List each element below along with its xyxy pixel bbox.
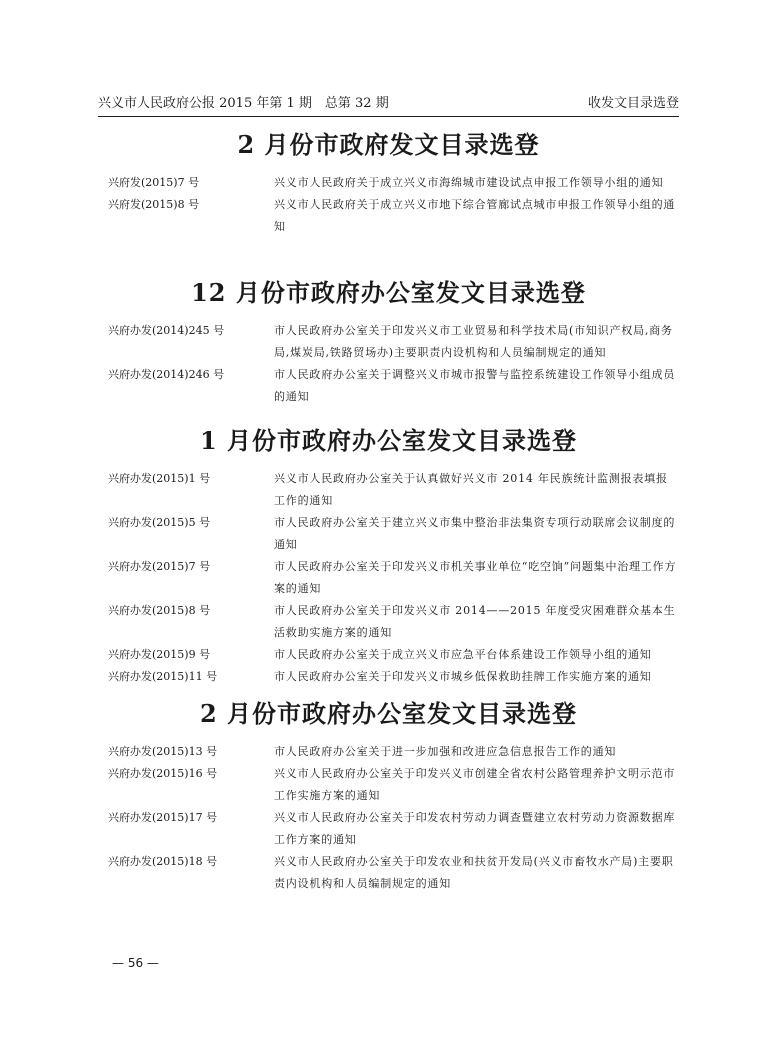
- document-title: 兴义市人民政府办公室关于印发兴义市创建全省农村公路管理养护文明示范市工作实施方案的通知: [274, 767, 676, 802]
- document-entry: [98, 666, 679, 688]
- document-title: 市人民政府办公室关于印发兴义市机关事业单位“吃空饷”问题集中治理工作方案的通知: [274, 560, 677, 595]
- document-entry: [98, 644, 679, 666]
- document-number: 兴府办发(2015)5 号: [108, 516, 211, 529]
- document-entry: [98, 600, 679, 644]
- document-title: 市人民政府办公室关于印发兴义市 2014——2015 年度受灾困难群众基本生活救助实施方案的通知: [274, 604, 676, 639]
- document-number: 兴府办发(2015)7 号: [108, 560, 211, 573]
- document-number: 兴府办发(2014)246 号: [108, 368, 225, 381]
- document-number: 兴府办发(2015)16 号: [108, 767, 218, 780]
- document-title: 市人民政府办公室关于调整兴义市城市报警与监控系统建设工作领导小组成员的通知: [274, 368, 676, 403]
- document-title: 市人民政府办公室关于印发兴义市工业贸易和科学技术局(市知识产权局,商务局,煤炭局,铁路贸场办)主要职责内设机构和人员编制规定的通知: [274, 324, 673, 359]
- section-title: 12 月份市政府办公室发文目录选登: [191, 278, 586, 307]
- document-title: 市人民政府办公室关于成立兴义市应急平台体系建设工作领导小组的通知: [274, 648, 652, 661]
- column-title: 收发文目录选登: [587, 96, 679, 111]
- document-number: 兴府办发(2015)13 号: [108, 745, 218, 758]
- document-number: 兴府办发(2015)18 号: [108, 855, 218, 868]
- document-title: 市人民政府办公室关于进一步加强和改进应急信息报告工作的通知: [274, 745, 617, 758]
- document-number: 兴府办发(2015)17 号: [108, 811, 218, 824]
- document-entry: [98, 194, 679, 238]
- document-entry: [98, 807, 679, 851]
- document-entry: [98, 741, 679, 763]
- section-jan-office: [98, 424, 679, 688]
- section-title: 1 月份市政府办公室发文目录选登: [199, 426, 578, 455]
- running-header: [98, 94, 679, 117]
- document-number: 兴府办发(2015)8 号: [108, 604, 211, 617]
- document-entry: [98, 512, 679, 556]
- section-feb-gov: [98, 128, 679, 238]
- document-title: 兴义市人民政府办公室关于印发农业和扶贫开发局(兴义市畜牧水产局)主要职责内设机构和人员编制规定的通知: [274, 855, 674, 890]
- document-number: 兴府发(2015)8 号: [108, 198, 200, 211]
- document-title: 兴义市人民政府办公室关于印发农村劳动力调查暨建立农村劳动力资源数据库工作方案的通知: [274, 811, 676, 846]
- section-dec-office: [98, 276, 679, 408]
- document-entry: [98, 364, 679, 408]
- section-title: 2 月份市政府办公室发文目录选登: [199, 699, 578, 728]
- document-title: 市人民政府办公室关于建立兴义市集中整治非法集资专项行动联席会议制度的通知: [274, 516, 676, 551]
- publication-title: 兴义市人民政府公报 2015 年第 1 期 总第 32 期: [98, 96, 389, 111]
- document-title: 市人民政府办公室关于印发兴义市城乡低保救助挂牌工作实施方案的通知: [274, 670, 652, 683]
- document-entry: [98, 468, 679, 512]
- document-entry: [98, 172, 679, 194]
- document-entry: [98, 763, 679, 807]
- page-number: — 56 —: [112, 956, 159, 970]
- document-number: 兴府办发(2015)1 号: [108, 472, 211, 485]
- document-entry: [98, 851, 679, 895]
- document-entry: [98, 320, 679, 364]
- document-entry: [98, 556, 679, 600]
- document-title: 兴义市人民政府关于成立兴义市海绵城市建设试点申报工作领导小组的通知: [274, 176, 664, 189]
- document-number: 兴府办发(2015)9 号: [108, 648, 211, 661]
- document-title: 兴义市人民政府办公室关于认真做好兴义市 2014 年民族统计监测报表填报工作的通知: [274, 472, 668, 507]
- document-number: 兴府发(2015)7 号: [108, 176, 200, 189]
- document-title: 兴义市人民政府关于成立兴义市地下综合管廊试点城市申报工作领导小组的通知: [274, 198, 676, 233]
- section-feb-office: [98, 697, 679, 895]
- document-number: 兴府办发(2015)11 号: [108, 670, 218, 683]
- section-title: 2 月份市政府发文目录选登: [237, 130, 540, 159]
- document-number: 兴府办发(2014)245 号: [108, 324, 225, 337]
